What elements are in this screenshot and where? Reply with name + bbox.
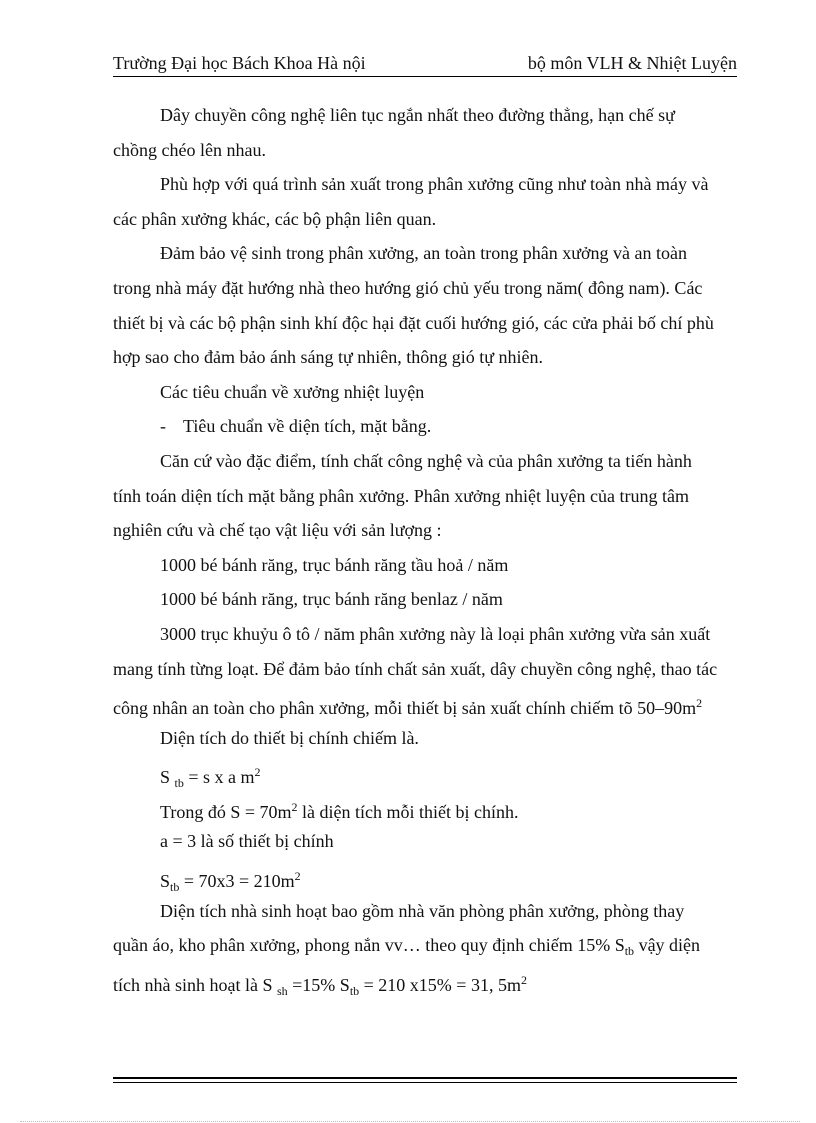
section-heading: Các tiêu chuẩn về xưởng nhiệt luyện [160,381,425,402]
header-rule [113,76,737,77]
footer-rule-thick [113,1077,737,1079]
paragraph-line: hợp sao cho đảm bảo ánh sáng tự nhiên, thông gió tự nhiên. [113,347,543,368]
text-run: = s x a m [183,767,255,788]
formula-line [113,859,743,894]
text-run: là diện tích mỗi thiết bị chính. [297,801,519,822]
text-run: Trong đó S = 70m [160,801,292,822]
paragraph-line: nghiên cứu và chế tạo vật liệu với sản lượng : [113,520,442,541]
paragraph-line: chồng chéo lên nhau. [113,139,266,160]
superscript: 2 [520,972,527,987]
subscript: tb [624,944,635,959]
paragraph-line: Phù hợp với quá trình sản xuất trong phân xưởng cũng như toàn nhà máy và [160,174,709,195]
superscript: 2 [696,696,703,711]
paragraph-line [113,928,743,963]
paragraph-line: Đảm bảo vệ sinh trong phân xưởng, an toàn trong phân xưởng và an toàn [160,243,687,264]
paragraph-line: các phân xưởng khác, các bộ phận liên quan. [113,208,437,229]
paragraph-line [113,963,743,998]
text-run: vậy diện [634,935,701,956]
text-run: tích nhà sinh hoạt là S [113,974,277,995]
paragraph-line [113,790,743,825]
subscript: tb [174,776,184,791]
text-run: =15% S [287,974,350,995]
footer-rule-thin [113,1082,737,1083]
subscript: tb [170,880,180,895]
text-run: = 210 x15% = 31, 5m [359,974,521,995]
text-run: S [160,767,175,788]
header-department: bộ môn VLH & Nhiệt Luyện [527,53,737,73]
paragraph-line: Dây chuyền công nghệ liên tục ngắn nhất theo đường thẳng, hạn chế sự [160,105,675,125]
page-header [113,53,737,77]
output-item: 1000 bé bánh răng, trục bánh răng tầu hoả / năm [160,554,509,575]
paragraph-line: tính toán diện tích mặt bằng phân xưởng. Phân xưởng nhiệt luyện của trung tâm [113,485,689,506]
paragraph-line [113,686,743,721]
text-run: = 70x3 = 210m [179,871,295,892]
formula-line [113,755,743,790]
subscript: sh [276,983,288,998]
output-item: 1000 bé bánh răng, trục bánh răng benlaz / năm [160,589,503,610]
paragraph-line: Diện tích do thiết bị chính chiếm là. [160,727,419,748]
paragraph-line: Diện tích nhà sinh hoạt bao gồm nhà văn phòng phân xưởng, phòng thay [160,900,685,921]
paragraph-line: trong nhà máy đặt hướng nhà theo hướng gió chủ yếu trong năm( đông nam). Các [113,277,703,298]
bullet-text: Tiêu chuẩn về diện tích, mặt bằng. [183,416,432,437]
document-body [113,98,743,997]
paragraph-line: a = 3 là số thiết bị chính [160,831,334,852]
text-run: quần áo, kho phân xưởng, phong nắn vv… theo quy định chiếm 15% S [113,935,625,956]
header-university: Trường Đại học Bách Khoa Hà nội [113,53,366,73]
superscript: 2 [291,799,298,814]
subscript: tb [349,983,360,998]
bullet-item [113,409,743,444]
text-run: S [160,871,171,892]
paragraph-line: 3000 trục khuỷu ô tô / năm phân xưởng này là loại phân xưởng vừa sản xuất [160,623,711,644]
text-run: công nhân an toàn cho phân xưởng, mỗi thiết bị sản xuất chính chiếm tõ 50–90m [113,698,697,719]
superscript: 2 [294,869,301,884]
paragraph-line: Căn cứ vào đặc điểm, tính chất công nghệ và của phân xưởng ta tiến hành [160,450,692,471]
paragraph-line: thiết bị và các bộ phận sinh khí độc hại đặt cuối hướng gió, các cửa phải bố chí phù [113,312,714,333]
paragraph-line: mang tính từng loạt. Để đảm bảo tính chất sản xuất, dây chuyền công nghệ, thao tác [113,658,718,679]
bullet-dash: - [160,416,166,437]
superscript: 2 [254,765,261,780]
page-edge-divider [20,1121,800,1122]
